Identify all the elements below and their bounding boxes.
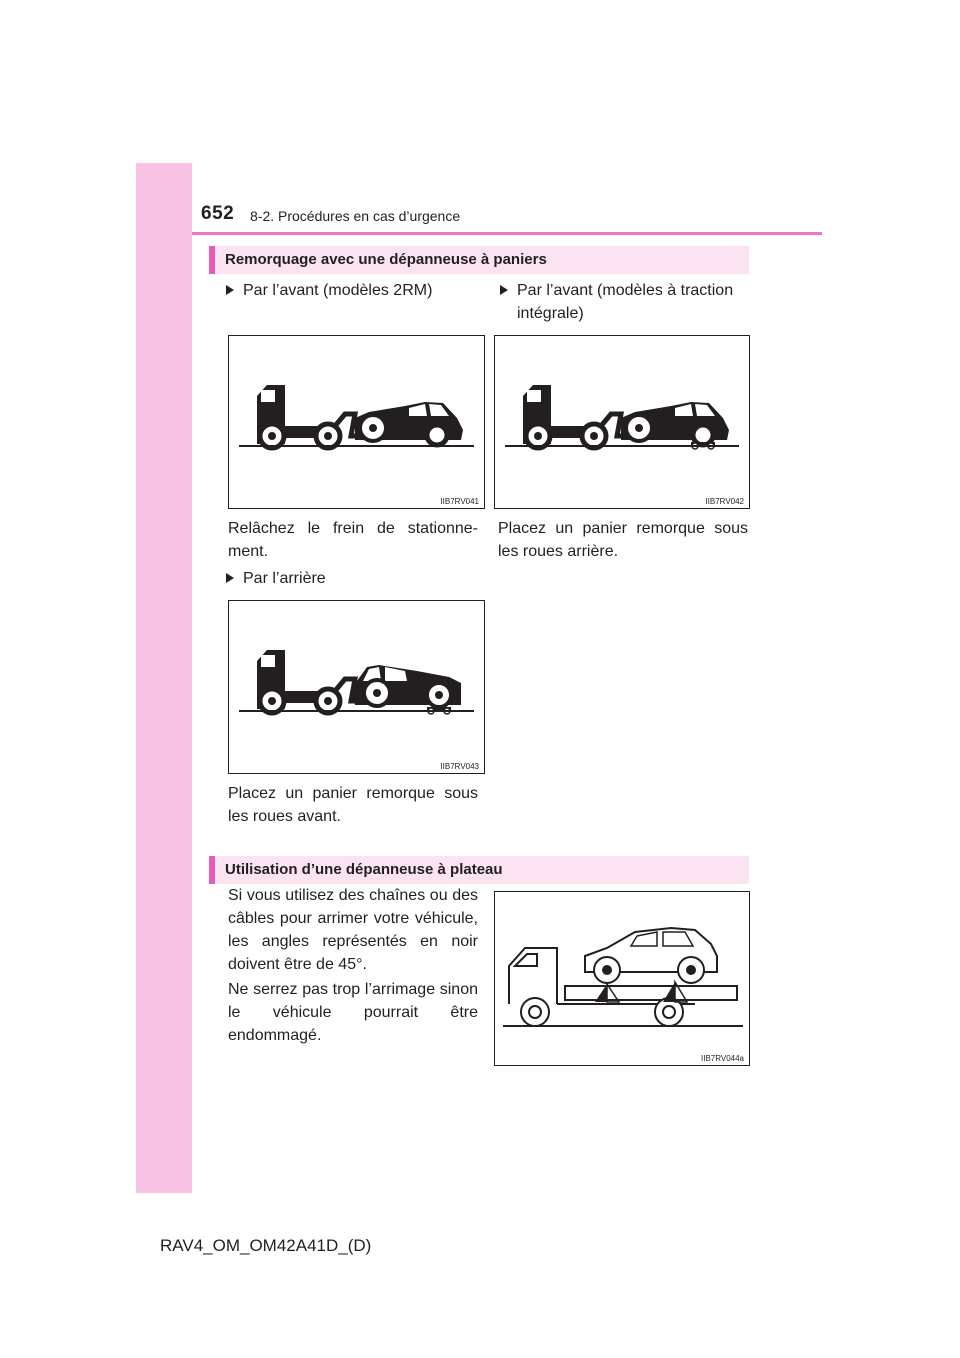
header-rule (192, 232, 822, 235)
page-number: 652 (201, 203, 235, 224)
heading-wheel-lift-towing: Remorquage avec une dépanneuse à paniers (209, 246, 749, 274)
tow-truck-front-2wd-illustration (229, 336, 486, 510)
bullet-arrow-icon (500, 285, 508, 295)
figure-flatbed (494, 891, 750, 1066)
bullet-arrow-icon (226, 573, 234, 583)
caption-front-2wd: Relâchez le frein de stationne-ment. (228, 520, 478, 560)
bullet-front-awd (500, 279, 750, 325)
heading-flatbed-towing: Utilisation d’une dépanneuse à plateau (209, 856, 749, 884)
figure-code: IIB7RV043 (440, 762, 479, 771)
bullet-label-line1: Par l’avant (modèles à traction (517, 282, 734, 299)
tow-truck-rear-illustration (229, 601, 486, 775)
figure-rear (228, 600, 485, 774)
bullet-label: Par l’arrière (243, 570, 326, 587)
section-title: 8-2. Procédures en cas d’urgence (250, 208, 461, 224)
tow-truck-front-awd-illustration (495, 336, 751, 510)
figure-code: IIB7RV041 (440, 497, 479, 506)
flatbed-paragraph-1: Si vous utilisez des chaînes ou des câbles pour arrimer votre véhicule, les angles représentés en noir doivent être de 45°. (228, 887, 478, 973)
bullet-front-2wd (226, 279, 481, 302)
flatbed-truck-illustration (495, 892, 751, 1067)
bullet-rear (226, 567, 481, 590)
caption-front-awd: Placez un panier remorque sous les roues arrière. (498, 520, 748, 560)
document-code-footer: RAV4_OM_OM42A41D_(D) (160, 1236, 372, 1255)
caption-rear: Placez un panier remorque sous les roues avant. (228, 785, 478, 825)
figure-code: IIB7RV042 (705, 497, 744, 506)
flatbed-paragraph-2: Ne serrez pas trop l’arrimage sinon le véhicule pourrait être endommagé. (228, 981, 478, 1044)
chapter-sidebar-tab (136, 163, 192, 1193)
figure-front-awd (494, 335, 750, 509)
bullet-label: Par l’avant (modèles 2RM) (243, 282, 433, 299)
bullet-label-line2: intégrale) (517, 305, 584, 322)
figure-front-2wd (228, 335, 485, 509)
figure-code: IIB7RV044a (701, 1054, 744, 1063)
bullet-arrow-icon (226, 285, 234, 295)
